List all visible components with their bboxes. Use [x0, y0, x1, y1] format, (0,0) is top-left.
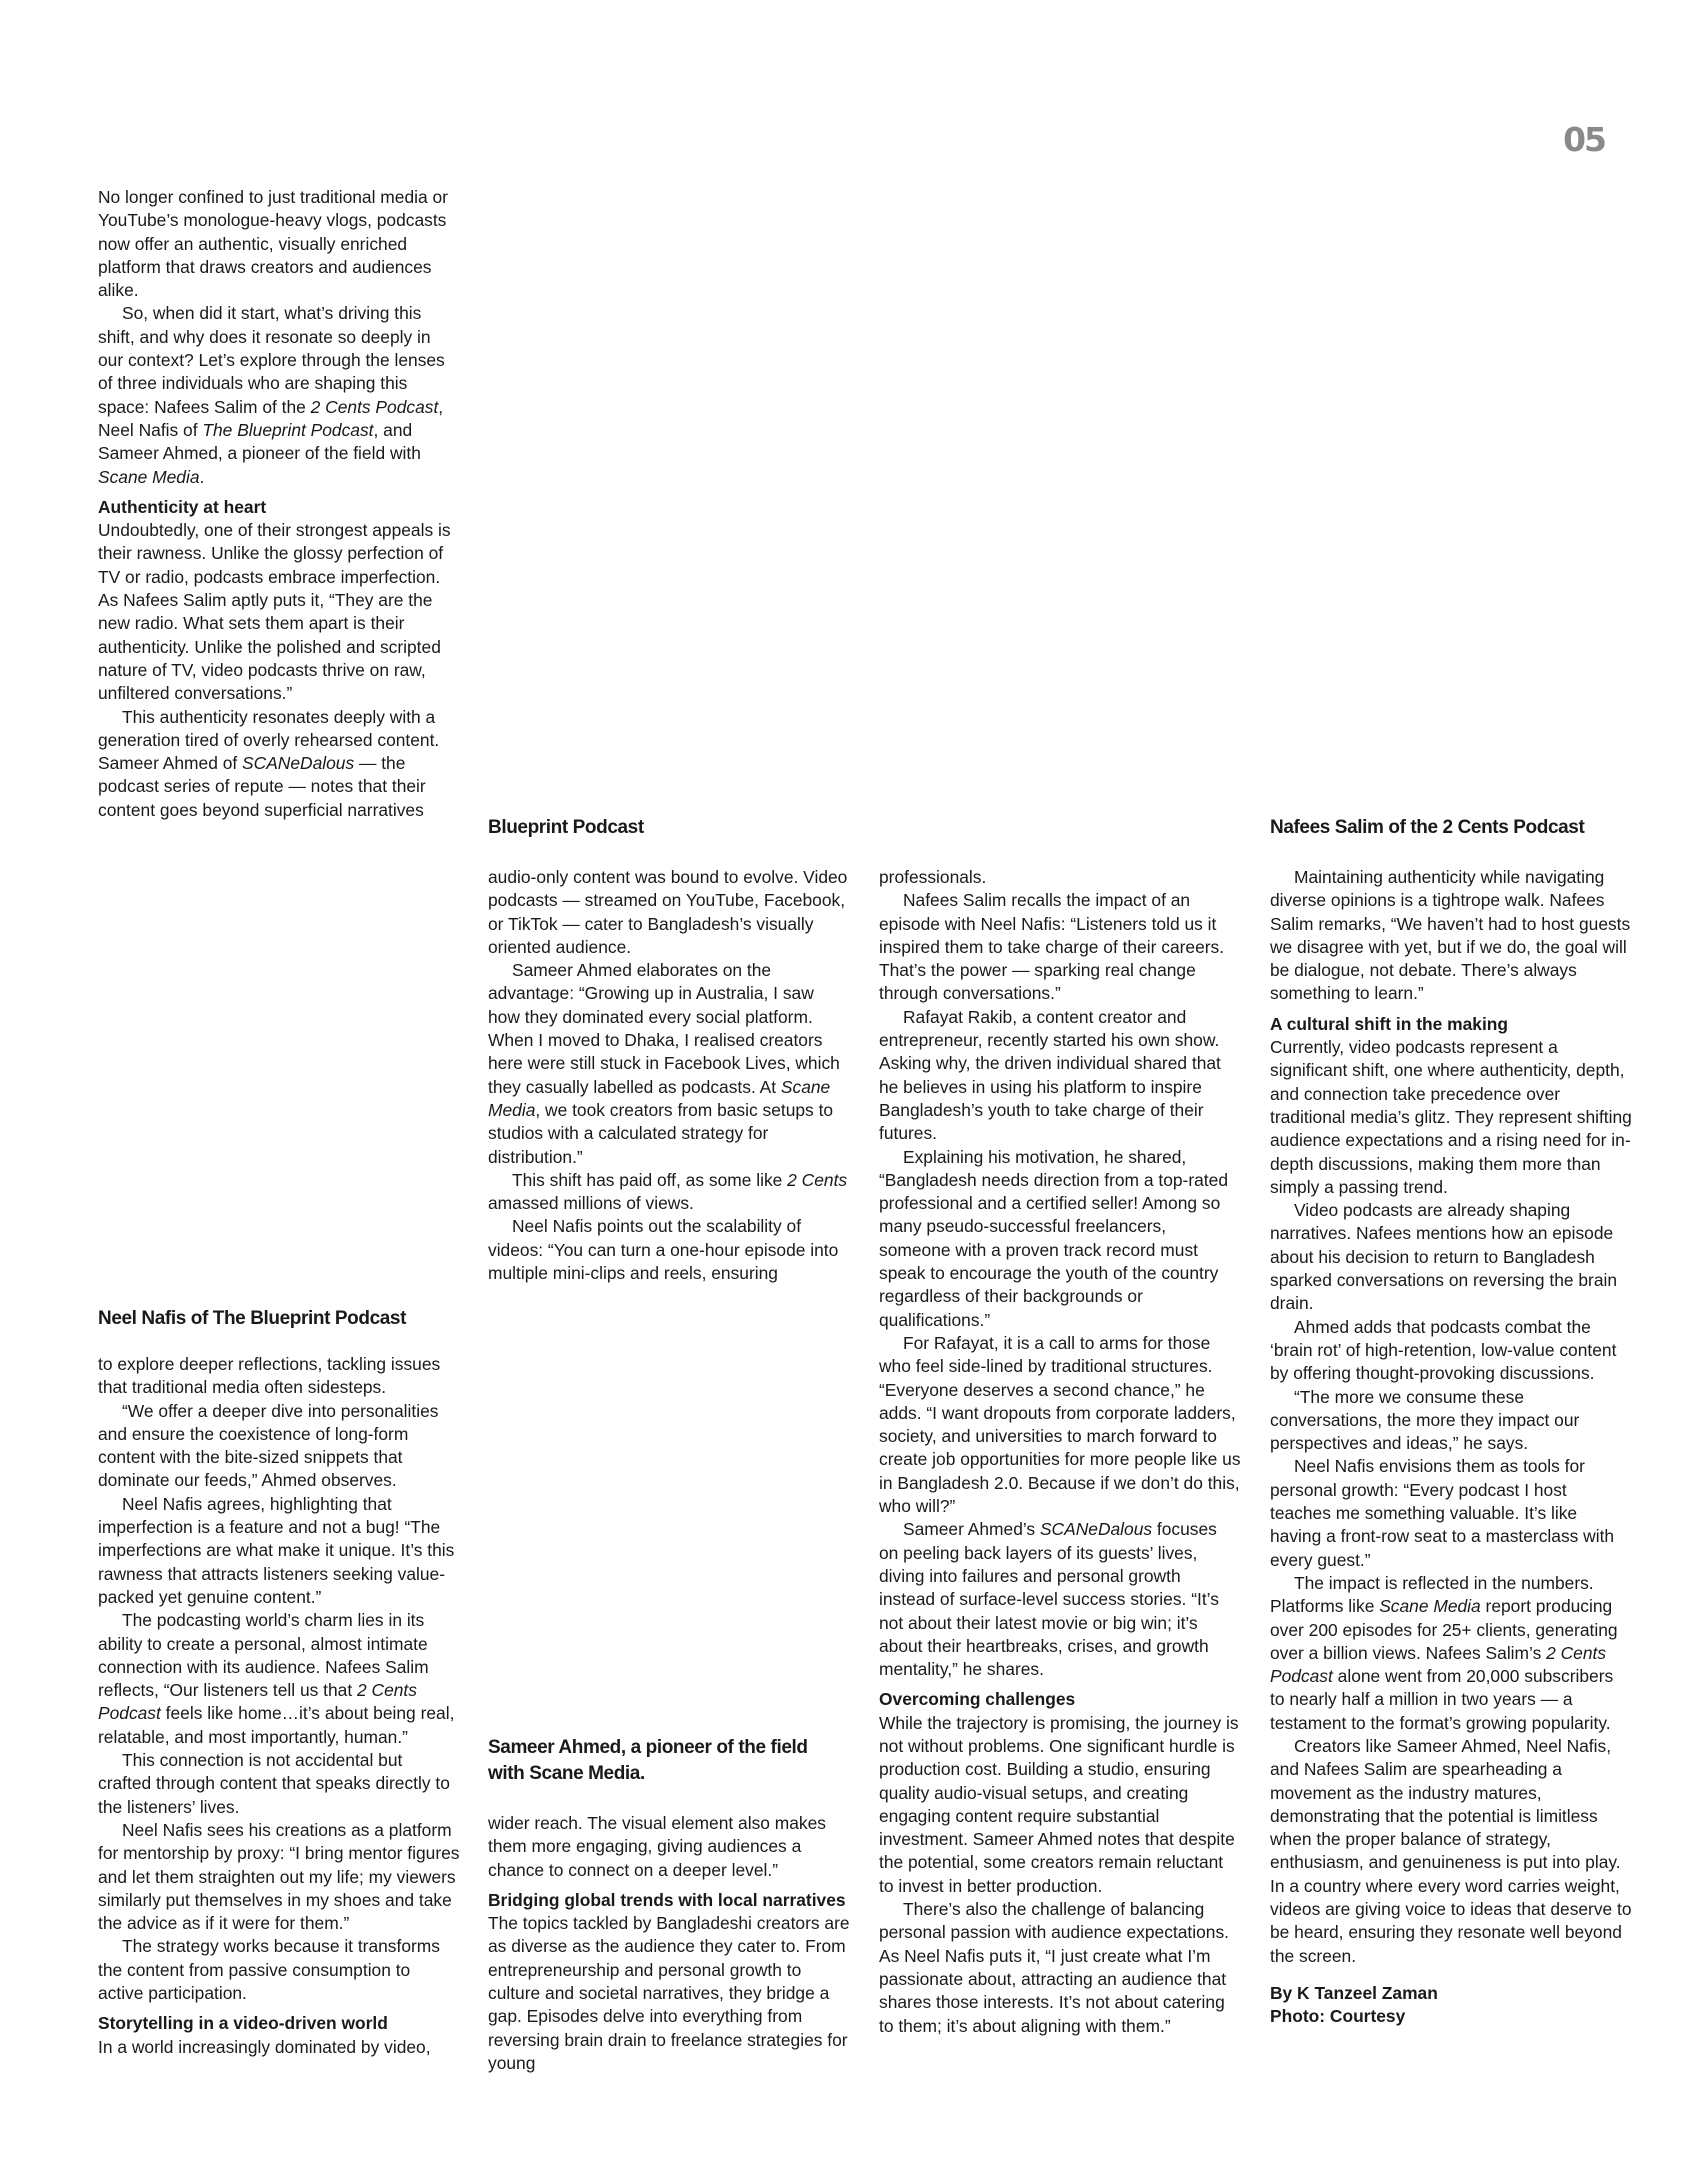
paragraph: There’s also the challenge of balancing personal passion with audience expectations. As Neel Nafis puts it, “I just create what I’m passionate about, attracting an audience that shares those interests. It’s not about catering to them; it’s about aligning with them.”: [879, 1899, 1229, 2036]
column-1-top: [98, 186, 460, 822]
paragraph: For Rafayat, it is a call to arms for those who feel side-lined by traditional structures. “Everyone deserves a second chance,” he adds. “I want dropouts from corporate ladders, society, and universities to march forward to create job opportunities for more people like us in Bangladesh 2.0. Because if we don’t do this, who will?”: [879, 1332, 1241, 1517]
paragraph: professionals.: [879, 867, 987, 887]
paragraph: The strategy works because it transforms the content from passive consumption to active participation.: [98, 1936, 440, 2004]
subheading-cultural: A cultural shift in the making: [1270, 1013, 1509, 1034]
paragraph: Maintaining authenticity while navigating diverse opinions is a tightrope walk. Nafees Salim remarks, “We haven’t had to host guests we disagree with yet, but if we do, the goal will be dialogue, not debate. There’s always something to learn.”: [1270, 867, 1631, 1004]
column-2-top: [488, 866, 850, 1285]
paragraph: While the trajectory is promising, the journey is not without problems. One significant hurdle is production cost. Building a studio, ensuring quality audio-visual setups, and creating engaging content require substantial investment. Sameer Ahmed notes that despite the potential, some creators remain reluctant to invest in better production.: [879, 1712, 1239, 1896]
caption-nafees-salim: Nafees Salim of the 2 Cents Podcast: [1270, 817, 1585, 838]
caption-blueprint-podcast: Blueprint Podcast: [488, 817, 644, 838]
paragraph: Nafees Salim recalls the impact of an episode with Neel Nafis: “Listeners told us it inspired them to take charge of their careers. That’s the power — sparking real change through conversations.”: [879, 890, 1225, 1004]
subheading-overcoming: Overcoming challenges: [879, 1689, 1076, 1710]
caption-sameer-ahmed: Sameer Ahmed, a pioneer of the field with Scane Media.: [488, 1737, 808, 1784]
paragraph: Rafayat Rakib, a content creator and entrepreneur, recently started his own show. Asking why, the driven individual shared that he believes in using his platform to inspire Bangladesh’s youth to take charge of their futures.: [879, 1006, 1221, 1144]
paragraph: So, when did it start, what’s driving this shift, and why does it resonate so deeply in our context? Let’s explore through the lenses of three individuals who are shaping this space: Nafees Salim of the 2 Cents Podcast, Neel Nafis of The Blueprint Podcast, and Sameer Ahmed, a pioneer of the field with Scane Media.: [98, 303, 445, 487]
paragraph: Neel Nafis envisions them as tools for personal growth: “Every podcast I host teaches me something valuable. It’s like having a front-row seat to a masterclass with every guest.”: [1270, 1456, 1615, 1570]
column-3: [879, 866, 1241, 2038]
paragraph: “The more we consume these conversations, the more they impact our perspectives and ideas,” he says.: [1270, 1386, 1580, 1454]
column-2-bottom: [488, 1812, 850, 2075]
paragraph: Ahmed adds that podcasts combat the ‘brain rot’ of high-retention, low-value content by offering thought-provoking discussions.: [1270, 1316, 1617, 1384]
paragraph: This authenticity resonates deeply with a generation tired of overly rehearsed content. Sameer Ahmed of SCANeDalous — the podcast series of repute — notes that their content goes beyond superficial narratives: [98, 706, 440, 820]
paragraph: Explaining his motivation, he shared, “Bangladesh needs direction from a top-rated professional and a certified seller! Among so many pseudo-successful freelancers, someone with a proven track record must speak to encourage the youth of the country regardless of their backgrounds or qualifications.”: [879, 1146, 1228, 1330]
paragraph: This connection is not accidental but crafted through content that speaks directly to the listeners’ lives.: [98, 1750, 450, 1817]
paragraph: wider reach. The visual element also makes them more engaging, giving audiences a chance to connect on a deeper level.”: [488, 1813, 826, 1880]
paragraph: The impact is reflected in the numbers. Platforms like Scane Media report producing over 200 episodes for 25+ clients, generating over a billion views. Nafees Salim’s 2 Cents Podcast alone went from 20,000 subscribers to nearly half a million in two years — a testament to the format’s growing popularity.: [1270, 1572, 1618, 1733]
paragraph: The podcasting world’s charm lies in its ability to create a personal, almost intimate connection with its audience. Nafees Salim reflects, “Our listeners tell us that 2 Cents Podcast feels like home…it’s about being real, relatable, and most importantly, human.”: [98, 1610, 455, 1747]
column-1-bottom: [98, 1353, 460, 2059]
paragraph: Currently, video podcasts represent a significant shift, one where authenticity, depth, and connection take precedence over traditional media’s glitz. They represent shifting audience expectations and a rising need for in-depth discussions, making them more than simply a passing trend.: [1270, 1037, 1632, 1197]
subheading-bridging: Bridging global trends with local narratives: [488, 1889, 846, 1910]
caption-neel-nafis: Neel Nafis of The Blueprint Podcast: [98, 1308, 406, 1329]
author: By K Tanzeel Zaman: [1270, 1982, 1438, 2003]
page-number: 05: [1563, 120, 1605, 159]
paragraph: “We offer a deeper dive into personalities and ensure the coexistence of long-form content with the bite-sized snippets that dominate our feeds,” Ahmed observes.: [98, 1400, 439, 1491]
paragraph: This shift has paid off, as some like 2 Cents amassed millions of views.: [488, 1169, 848, 1214]
paragraph: Sameer Ahmed’s SCANeDalous focuses on peeling back layers of its guests’ lives, diving into failures and personal growth instead of surface-level success stories. “It’s not about their latest movie or big win; it’s about their heartbreaks, crises, and growth mentality,” he shares.: [879, 1519, 1219, 1680]
paragraph: The topics tackled by Bangladeshi creators are as diverse as the audience they cater to. From entrepreneurship and personal growth to culture and societal narratives, they bridge a gap. Episodes delve into everything from reversing brain drain to freelance strategies for young: [488, 1913, 850, 2073]
paragraph: No longer confined to just traditional media or YouTube’s monologue-heavy vlogs, podcasts now offer an authentic, visually enriched platform that draws creators and audiences alike.: [98, 187, 448, 301]
column-4: [1270, 866, 1632, 2029]
paragraph: Video podcasts are already shaping narratives. Nafees mentions how an episode about his decision to return to Bangladesh sparked conversations on reversing the brain drain.: [1270, 1200, 1618, 1314]
paragraph: Creators like Sameer Ahmed, Neel Nafis, and Nafees Salim are spearheading a movement as the industry matures, demonstrating that the potential is limitless when the proper balance of strategy, enthusiasm, and genuineness is put into play. In a country where every word carries weight, videos are giving voice to ideas that deserve to be heard, ensuring they resonate well beyond the screen.: [1270, 1735, 1632, 1966]
paragraph: Undoubtedly, one of their strongest appeals is their rawness. Unlike the glossy perfection of TV or radio, podcasts embrace imperfection. As Nafees Salim aptly puts it, “They are the new radio. What sets them apart is their authenticity. Unlike the polished and scripted nature of TV, video podcasts thrive on raw, unfiltered conversations.”: [98, 520, 451, 704]
paragraph: to explore deeper reflections, tackling issues that traditional media often sidesteps.: [98, 1354, 441, 1398]
subheading-authenticity: Authenticity at heart: [98, 496, 267, 517]
paragraph: Neel Nafis points out the scalability of videos: “You can turn a one-hour episode into multiple mini-clips and reels, ensuring: [488, 1216, 839, 1284]
paragraph: Neel Nafis agrees, highlighting that imperfection is a feature and not a bug! “The imperfections are what make it unique. It’s this rawness that attracts listeners seeking value-packed yet genuine content.”: [98, 1493, 455, 1607]
paragraph: Neel Nafis sees his creations as a platform for mentorship by proxy: “I bring mentor figures and let them straighten out my life; my viewers similarly put themselves in my shoes and take the advice as if it were for them.”: [98, 1819, 460, 1934]
subheading-storytelling: Storytelling in a video-driven world: [98, 2013, 388, 2034]
byline: [1270, 1982, 1632, 2029]
paragraph: In a world increasingly dominated by video,: [98, 2036, 431, 2057]
paragraph: Sameer Ahmed elaborates on the advantage: “Growing up in Australia, I saw how they dominated every social platform. When I moved to Dhaka, I realised creators here were still stuck in Facebook Lives, which they casually labelled as podcasts. At Scane Media, we took creators from basic setups to studios with a calculated strategy for distribution.”: [488, 960, 840, 1167]
photo-credit: Photo: Courtesy: [1270, 2006, 1406, 2027]
paragraph: audio-only content was bound to evolve. Video podcasts — streamed on YouTube, Facebook, or TikTok — cater to Bangladesh’s visually oriented audience.: [488, 867, 848, 957]
